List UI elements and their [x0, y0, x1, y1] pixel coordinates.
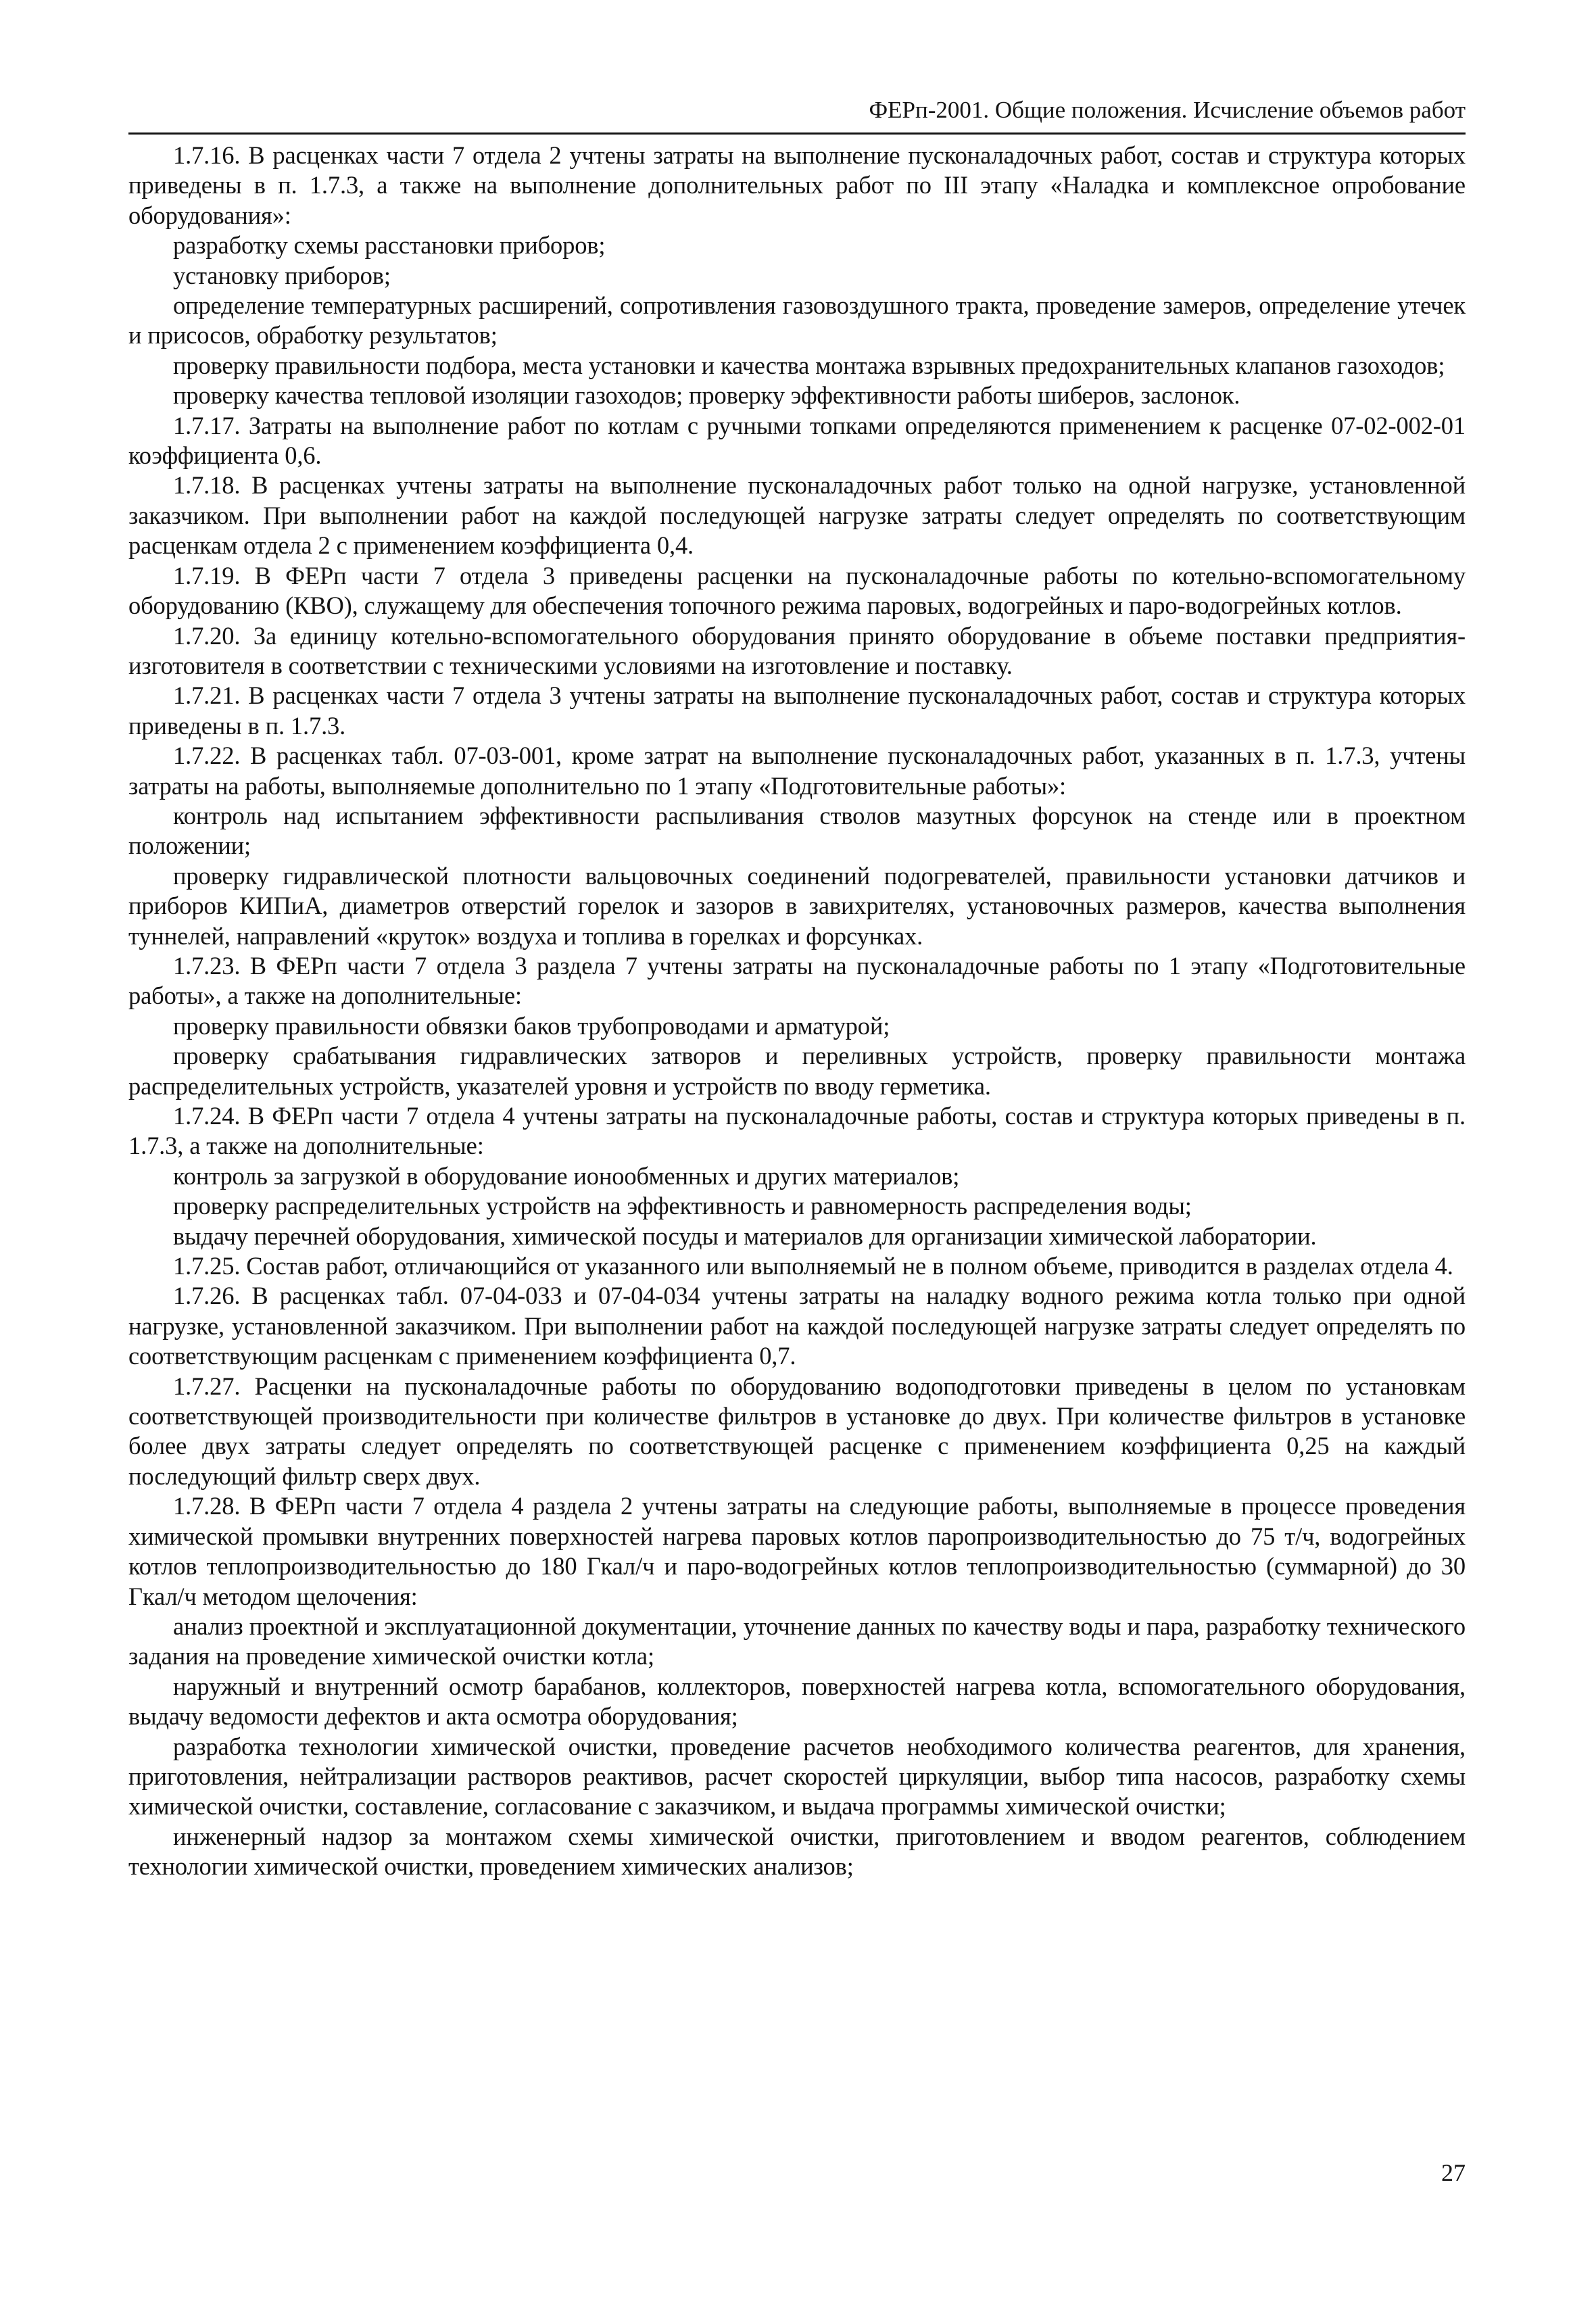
list-item: проверку гидравлической плотности вальцовочных соединений подогревателей, правильности установки датчиков и приборов КИПиА, диаметров отверстий горелок и зазоров в завихрителях, установочных размеров, качества выполнения туннелей, направлений «круток» воздуха и топлива в горелках и форсунках.: [128, 861, 1466, 950]
list-item: установку приборов;: [173, 261, 391, 289]
paragraph: 1.7.16. В расценках части 7 отдела 2 учтены затраты на выполнение пусконаладочных работ, состав и структура которых приведены в п. 1.7.3, а также на выполнение дополнительных работ по III этапу «Наладка и комплексное опробование оборудования»:: [128, 141, 1466, 229]
page-number: 27: [1441, 2159, 1466, 2186]
list-item: проверку правильности обвязки баков трубопроводами и арматурой;: [173, 1011, 890, 1040]
list-item: контроль за загрузкой в оборудование ионообменных и других материалов;: [173, 1161, 960, 1190]
paragraph: 1.7.21. В расценках части 7 отдела 3 учтены затраты на выполнение пусконаладочных работ, состав и структура которых приведены в п. 1.7.3.: [128, 681, 1466, 740]
list-item: контроль над испытанием эффективности распыливания стволов мазутных форсунок на стенде или в проектном положении;: [128, 801, 1466, 860]
paragraph: 1.7.17. Затраты на выполнение работ по котлам с ручными топками определяются применением к расценке 07-02-002-01 коэффициента 0,6.: [128, 411, 1466, 470]
paragraph: 1.7.19. В ФЕРп части 7 отдела 3 приведены расценки на пусконаладочные работы по котельно-вспомогательному оборудованию (КВО), служащему для обеспечения топочного режима паровых, водогрейных и паро-водогрейных котлов.: [128, 561, 1466, 620]
list-item: разработка технологии химической очистки, проведение расчетов необходимого количества реагентов, для хранения, приготовления, нейтрализации растворов реактивов, расчет скоростей циркуляции, выбор типа насосов, разработку схемы химической очистки, составление, согласование с заказчиком, и выдача программы химической очистки;: [128, 1732, 1466, 1820]
list-item: наружный и внутренний осмотр барабанов, коллекторов, поверхностей нагрева котла, вспомогательного оборудования, выдачу ведомости дефектов и акта осмотра оборудования;: [128, 1672, 1466, 1731]
paragraph: 1.7.20. За единицу котельно-вспомогательного оборудования принято оборудование в объеме поставки предприятия-изготовителя в соответствии с техническими условиями на изготовление и поставку.: [128, 621, 1466, 679]
list-item: проверку распределительных устройств на эффективность и равномерность распределения воды;: [173, 1192, 1192, 1220]
list-item: разработку схемы расстановки приборов;: [173, 231, 606, 260]
list-item: проверку срабатывания гидравлических затворов и переливных устройств, проверку правильности монтажа распределительных устройств, указателей уровня и устройств по вводу герметика.: [128, 1042, 1466, 1100]
list-item: анализ проектной и эксплуатационной документации, уточнение данных по качеству воды и пара, разработку технического задания на проведение химической очистки котла;: [128, 1612, 1466, 1670]
paragraph: 1.7.18. В расценках учтены затраты на выполнение пусконаладочных работ только на одной нагрузке, установленной заказчиком. При выполнении работ на каждой последующей нагрузке затраты следует определять по соответствующим расценкам отдела 2 с применением коэффициента 0,4.: [128, 471, 1466, 560]
paragraph: 1.7.25. Состав работ, отличающийся от указанного или выполняемый не в полном объеме, приводится в разделах отдела 4.: [173, 1252, 1453, 1280]
list-item: проверку правильности подбора, места установки и качества монтажа взрывных предохранительных клапанов газоходов;: [173, 351, 1445, 379]
paragraph: 1.7.28. В ФЕРп части 7 отдела 4 раздела 2 учтены затраты на следующие работы, выполняемые в процессе проведения химической промывки внутренних поверхностей нагрева паровых котлов паропроизводительностью до 75 т/ч, водогрейных котлов теплопроизводительностью до 180 Гкал/ч и паро-водогрейных котлов теплопроизводительностью (суммарной) до 30 Гкал/ч методом щелочения:: [128, 1492, 1466, 1610]
header-rule: [128, 132, 1466, 135]
paragraph: 1.7.22. В расценках табл. 07-03-001, кроме затрат на выполнение пусконаладочных работ, указанных в п. 1.7.3, учтены затраты на работы, выполняемые дополнительно по 1 этапу «Подготовительные работы»:: [128, 742, 1466, 800]
list-item: выдачу перечней оборудования, химической посуды и материалов для организации химической лаборатории.: [173, 1222, 1317, 1250]
paragraph: 1.7.26. В расценках табл. 07-04-033 и 07-04-034 учтены затраты на наладку водного режима котла только при одной нагрузке, установленной заказчиком. При выполнении работ на каждой последующей нагрузке затраты следует определять по соответствующим расценкам с применением коэффициента 0,7.: [128, 1282, 1466, 1370]
paragraph: 1.7.24. В ФЕРп части 7 отдела 4 учтены затраты на пусконаладочные работы, состав и структура которых приведены в п. 1.7.3, а также на дополнительные:: [128, 1102, 1466, 1160]
paragraph: 1.7.27. Расценки на пусконаладочные работы по оборудованию водоподготовки приведены в целом по установкам соответствующей производительности при количестве фильтров в установке до двух. При количестве фильтров в установке более двух затраты следует определять по соответствующей расценке с применением коэффициента 0,25 на каждый последующий фильтр сверх двух.: [128, 1372, 1466, 1490]
document-body: [128, 141, 1466, 1882]
running-header: ФЕРп-2001. Общие положения. Исчисление объемов работ: [869, 97, 1466, 123]
list-item: проверку качества тепловой изоляции газоходов; проверку эффективности работы шиберов, заслонок.: [173, 381, 1240, 410]
list-item: определение температурных расширений, сопротивления газовоздушного тракта, проведение замеров, определение утечек и присосов, обработку результатов;: [128, 291, 1466, 349]
paragraph: 1.7.23. В ФЕРп части 7 отдела 3 раздела 7 учтены затраты на пусконаладочные работы по 1 этапу «Подготовительные работы», а также на дополнительные:: [128, 951, 1466, 1010]
list-item: инженерный надзор за монтажом схемы химической очистки, приготовлением и вводом реагентов, соблюдением технологии химической очистки, проведением химических анализов;: [128, 1822, 1466, 1881]
